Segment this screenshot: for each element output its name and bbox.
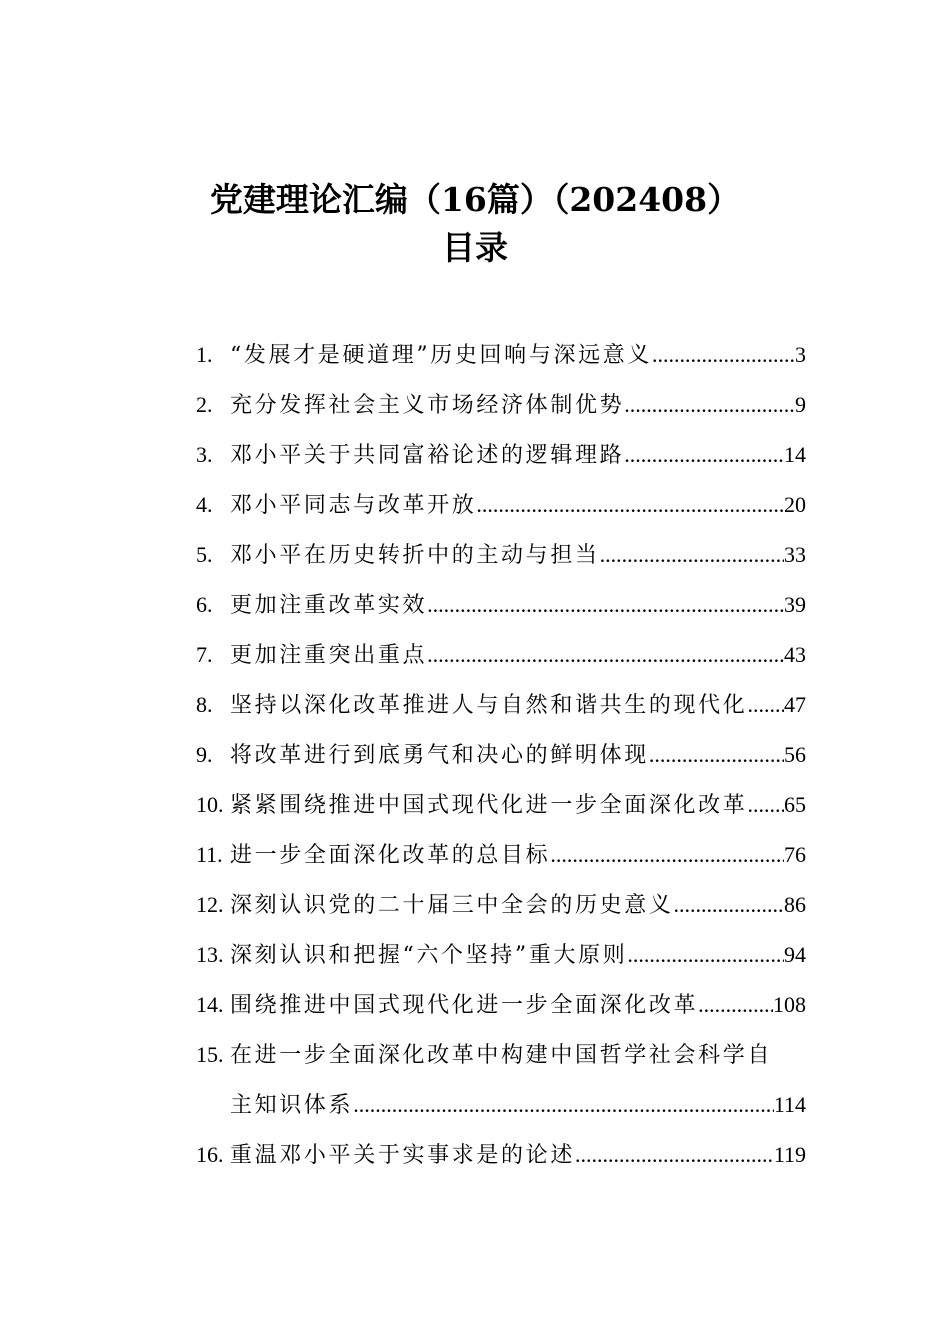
toc-entry-4[interactable]: [196, 480, 806, 530]
toc-title: 重温邓小平关于实事求是的论述: [230, 1143, 575, 1168]
toc-title: 在进一步全面深化改革中构建中国哲学社会科学自: [230, 1043, 773, 1068]
toc-title: 深刻认识党的二十届三中全会的历史意义: [230, 893, 674, 918]
toc-entry-8[interactable]: [196, 680, 806, 730]
toc-title: 邓小平同志与改革开放: [230, 493, 477, 518]
toc-page-number: 33: [784, 542, 806, 567]
toc-title: 围绕推进中国式现代化进一步全面深化改革: [230, 993, 699, 1018]
toc-number: 10.: [196, 792, 224, 817]
toc-leader: [674, 880, 784, 930]
toc-number: 1.: [196, 342, 213, 367]
toc-leader: [550, 830, 784, 880]
toc-number: 3.: [196, 442, 213, 467]
toc-leader: [427, 630, 784, 680]
toc-number: 4.: [196, 492, 213, 517]
toc-number: 5.: [196, 542, 213, 567]
toc-title: 更加注重改革实效: [230, 593, 428, 618]
toc-page-number: 76: [784, 842, 806, 867]
toc-number: 13.: [196, 942, 224, 967]
toc-leader: [627, 930, 784, 980]
toc-number: 14.: [196, 992, 224, 1017]
toc-number: 6.: [196, 592, 213, 617]
toc-leader: [649, 730, 784, 780]
toc-entry-12[interactable]: [196, 880, 806, 930]
toc-number: 11.: [196, 842, 223, 867]
toc-page-number: 20: [784, 492, 806, 517]
toc-number: 8.: [196, 692, 213, 717]
table-of-contents: [196, 330, 806, 1180]
toc-leader: [624, 430, 784, 480]
toc-entry-15[interactable]: [196, 1030, 806, 1080]
document-title: 党建理论汇编（16篇）（202408）: [209, 180, 741, 219]
toc-leader: [476, 480, 784, 530]
toc-leader: [747, 680, 784, 730]
toc-page-number: 108: [773, 992, 806, 1017]
toc-number: 9.: [196, 742, 213, 767]
toc-leader: [427, 580, 784, 630]
toc-entry-7[interactable]: [196, 630, 806, 680]
toc-title: 进一步全面深化改革的总目标: [230, 843, 551, 868]
toc-page-number: 65: [784, 792, 806, 817]
toc-title: 将改革进行到底勇气和决心的鲜明体现: [230, 743, 649, 768]
toc-page-number: 47: [784, 692, 806, 717]
toc-entry-16[interactable]: [196, 1130, 806, 1180]
toc-entry-2[interactable]: [196, 380, 806, 430]
toc-entry-9[interactable]: [196, 730, 806, 780]
toc-leader: [698, 980, 773, 1030]
toc-entry-1[interactable]: [196, 330, 806, 380]
toc-entry-14[interactable]: [196, 980, 806, 1030]
toc-page-number: 86: [784, 892, 806, 917]
toc-leader: [652, 330, 795, 380]
toc-title: 邓小平关于共同富裕论述的逻辑理路: [230, 443, 625, 468]
toc-leader: [575, 1130, 774, 1180]
toc-page-number: 14: [784, 442, 806, 467]
toc-number: 12.: [196, 892, 224, 917]
toc-title: 深刻认识和把握“六个坚持”重大原则: [230, 943, 628, 968]
toc-title: 邓小平在历史转折中的主动与担当: [230, 543, 600, 568]
toc-entry-6[interactable]: [196, 580, 806, 630]
toc-entry-11[interactable]: [196, 830, 806, 880]
toc-leader: [353, 1080, 774, 1130]
toc-title-continued: 主知识体系: [230, 1093, 354, 1118]
toc-page-number: 39: [784, 592, 806, 617]
toc-title: 更加注重突出重点: [230, 643, 428, 668]
toc-page-number: 56: [784, 742, 806, 767]
toc-number: 7.: [196, 642, 213, 667]
toc-number: 15.: [196, 1042, 224, 1067]
toc-number: 16.: [196, 1142, 224, 1167]
toc-entry-13[interactable]: [196, 930, 806, 980]
toc-leader: [747, 780, 784, 830]
toc-title: 紧紧围绕推进中国式现代化进一步全面深化改革: [230, 793, 748, 818]
toc-page-number: 9: [795, 392, 806, 417]
toc-title: 充分发挥社会主义市场经济体制优势: [230, 393, 625, 418]
toc-page-number: 3: [795, 342, 806, 367]
toc-page-number: 43: [784, 642, 806, 667]
toc-title: “发展才是硬道理”历史回响与深远意义: [230, 343, 653, 368]
toc-leader: [600, 530, 784, 580]
toc-heading: 目录: [442, 228, 508, 267]
toc-entry-5[interactable]: [196, 530, 806, 580]
toc-title: 坚持以深化改革推进人与自然和谐共生的现代化: [230, 693, 748, 718]
toc-page-number: 114: [773, 1092, 806, 1117]
toc-number: 2.: [196, 392, 213, 417]
toc-entry-10[interactable]: [196, 780, 806, 830]
toc-entry-3[interactable]: [196, 430, 806, 480]
toc-page-number: 94: [784, 942, 806, 967]
toc-entry-15-continued[interactable]: [196, 1080, 806, 1130]
toc-leader: [624, 380, 795, 430]
toc-page-number: 119: [773, 1142, 806, 1167]
